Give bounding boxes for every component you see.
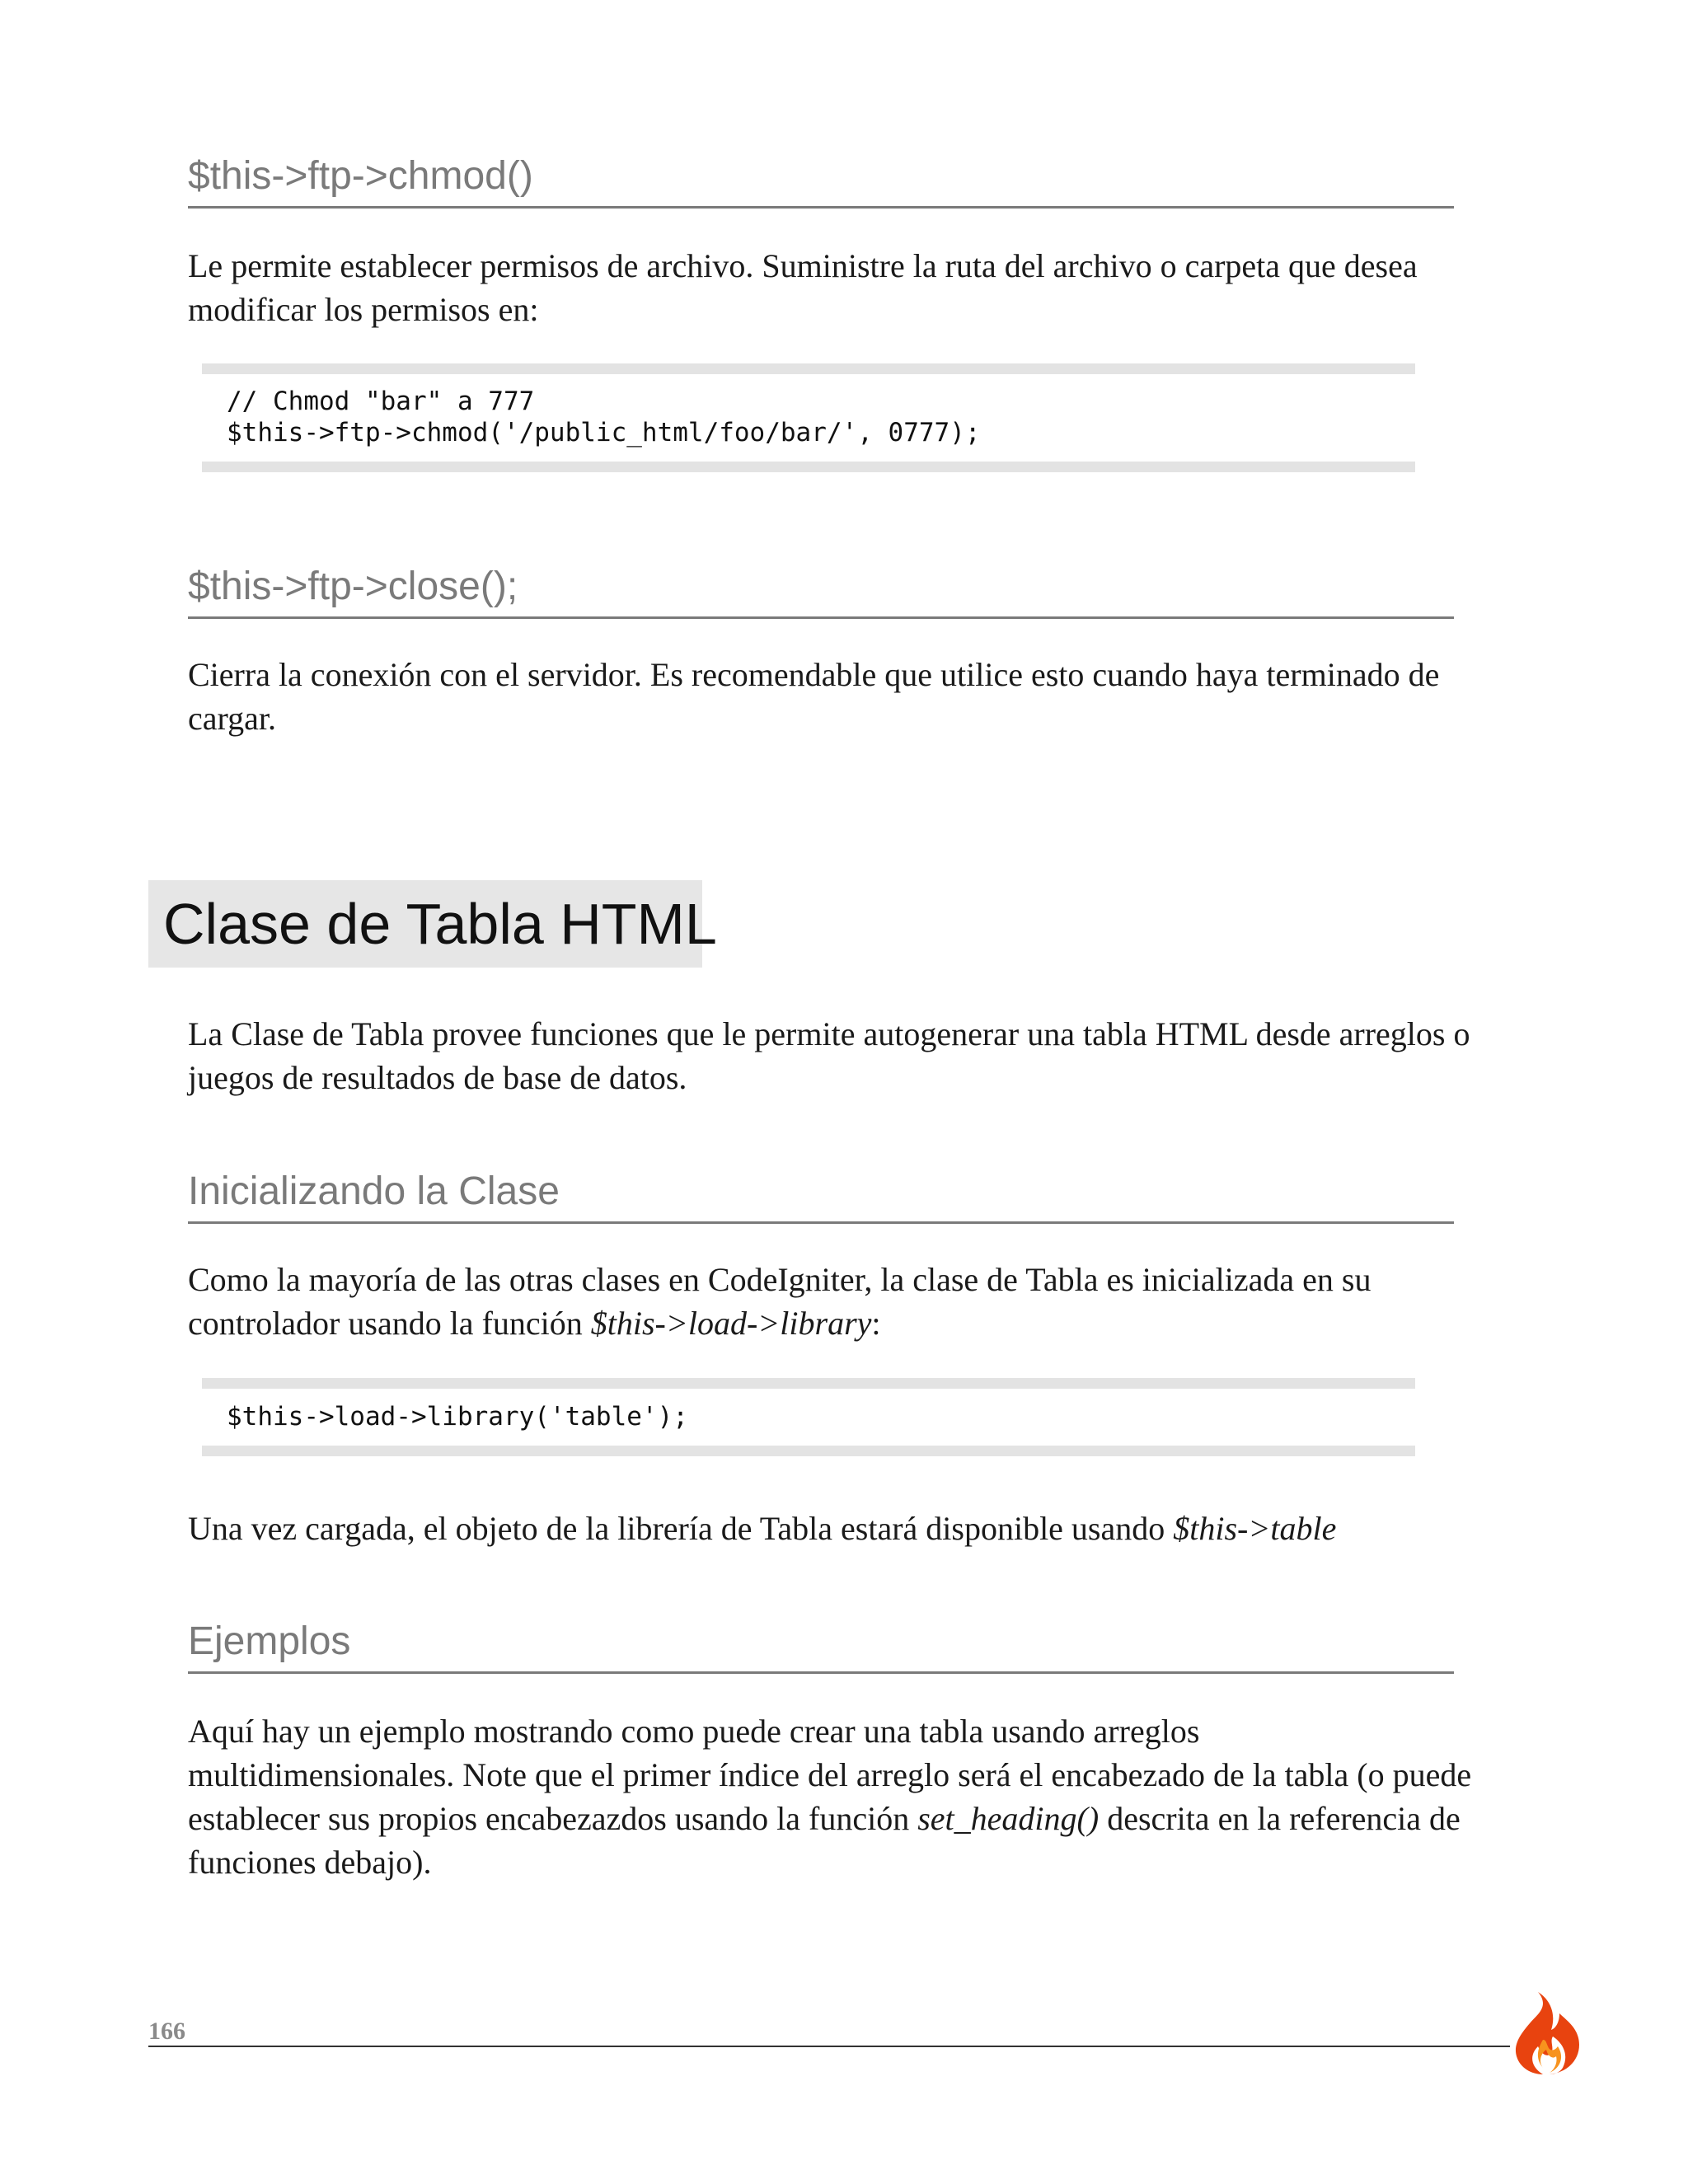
codeigniter-flame-icon bbox=[1505, 1990, 1582, 2076]
paragraph-text: : bbox=[871, 1305, 881, 1342]
inline-code-emphasis: set_heading() bbox=[917, 1800, 1100, 1837]
code-block-bottom-bar bbox=[202, 1446, 1415, 1456]
heading-rule bbox=[188, 1671, 1454, 1674]
section-heading-examples: Ejemplos bbox=[188, 1619, 351, 1663]
paragraph-text: Como la mayoría de las otras clases en CodeIgniter, la clase de Tabla es inicializada en su controlador usando la función bbox=[188, 1261, 1372, 1342]
code-block-top-bar bbox=[202, 1378, 1415, 1389]
paragraph-loaded bbox=[188, 1507, 1474, 1550]
page-number: 166 bbox=[148, 2018, 185, 2045]
code-line: $this->ftp->chmod('/public_html/foo/bar/', 0777); bbox=[227, 418, 981, 448]
code-line: // Chmod "bar" a 777 bbox=[227, 387, 535, 416]
heading-rule bbox=[188, 1221, 1454, 1224]
code-line: $this->load->library('table'); bbox=[227, 1402, 688, 1432]
inline-code-emphasis: $this->load->library bbox=[590, 1305, 872, 1342]
heading-rule bbox=[188, 206, 1454, 209]
paragraph-examples bbox=[188, 1709, 1474, 1884]
paragraph-text: Una vez cargada, el objeto de la librería de Tabla estará disponible usando bbox=[188, 1510, 1174, 1547]
chapter-intro: La Clase de Tabla provee funciones que le permite autogenerar una tabla HTML desde arreglos o juegos de resultados de base de datos. bbox=[188, 1015, 1470, 1096]
paragraph-chmod: Le permite establecer permisos de archivo. Suministre la ruta del archivo o carpeta que desea modificar los permisos en: bbox=[188, 247, 1418, 328]
paragraph-text: Aquí hay un ejemplo mostrando como puede crear una tabla usando arreglos multidimensionales. Note que el primer índice del arreglo será el encabezado de la tabla (o puede establecer sus propios encabezazdos usando la función bbox=[188, 1713, 1472, 1837]
paragraph-close: Cierra la conexión con el servidor. Es recomendable que utilice esto cuando haya terminado de cargar. bbox=[188, 656, 1440, 737]
paragraph-text: descrita en la referencia de funciones debajo). bbox=[188, 1800, 1461, 1881]
code-block-top-bar bbox=[202, 363, 1415, 374]
heading-rule bbox=[188, 616, 1454, 619]
inline-code-emphasis: $this->table bbox=[1173, 1510, 1337, 1547]
footer-rule bbox=[148, 2046, 1510, 2047]
chapter-title: Clase de Tabla HTML bbox=[163, 892, 717, 956]
section-heading-close: $this->ftp->close(); bbox=[188, 565, 518, 608]
code-block-bottom-bar bbox=[202, 462, 1415, 472]
section-heading-chmod: $this->ftp->chmod() bbox=[188, 154, 533, 198]
paragraph-init bbox=[188, 1258, 1474, 1345]
section-heading-init: Inicializando la Clase bbox=[188, 1169, 560, 1213]
